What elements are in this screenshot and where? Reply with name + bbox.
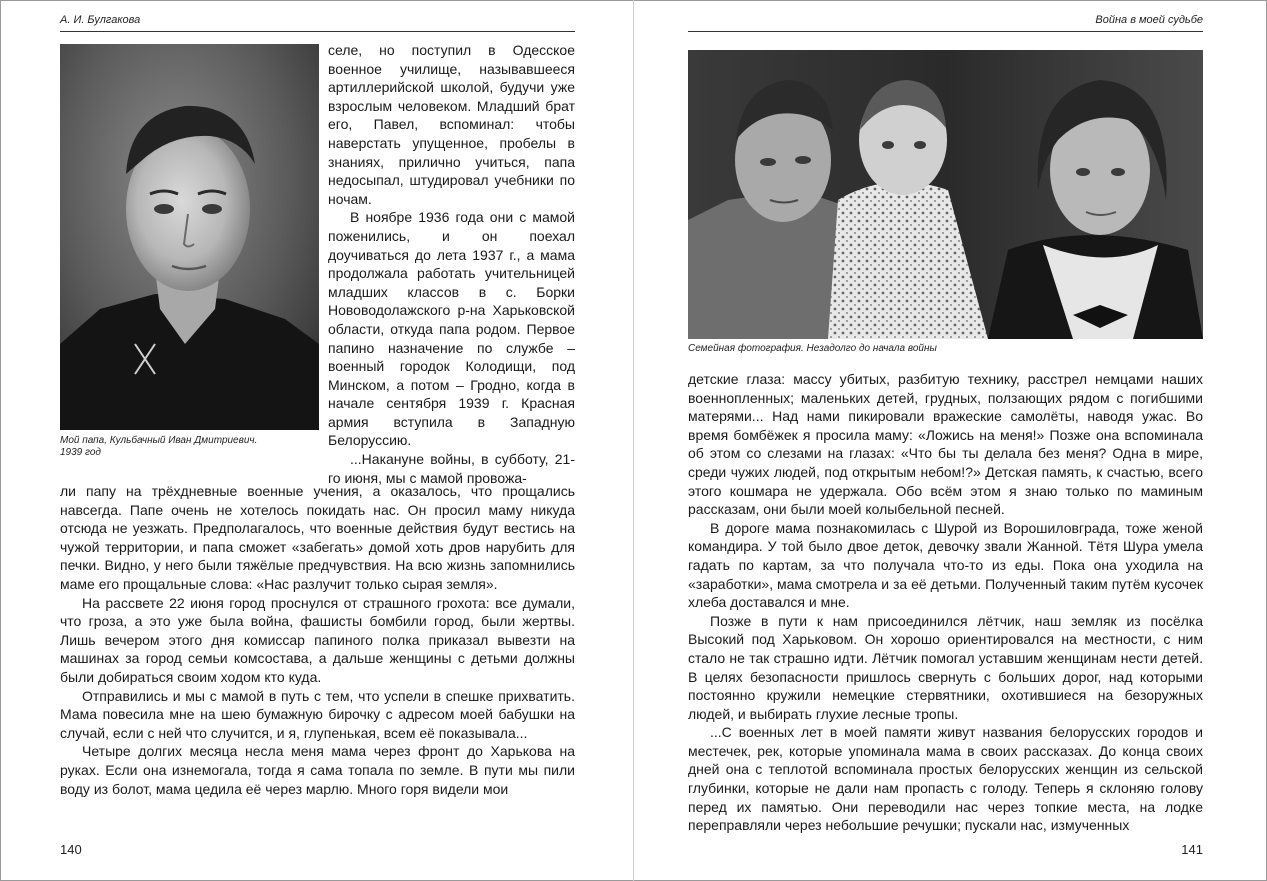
right-running-head: Война в моей судьбе (1095, 14, 1203, 26)
father-portrait-photo (60, 44, 319, 430)
paragraph: В дороге мама познакомилась с Шурой из Ворошиловграда, тоже женой командира. У той было двое деток, девочку звали Жанной. Тётя Шура умела гадать по картам, за что получала что-то из еды. Пока она уходила на «заработки», мама смотрела и за её детьми. Полученный таким путём кусочек хлеба доставался и мне. (688, 519, 1203, 611)
paragraph: селе, но поступил в Одесское военное училище, называвшееся артиллерийской школой, будучи уже взрослым человеком. Младший брат его, Павел, вспоминал: чтобы наверстать упущенное, пробелы в знаниях, прилично учиться, папа недосыпал, штудировал учебники по ночам. (328, 42, 575, 207)
book-spine (633, 0, 634, 881)
right-page-number: 141 (1181, 842, 1203, 857)
paragraph: Четыре долгих месяца несла меня мама через фронт до Харькова на руках. Если она изнемогала, тогда я сама топала по земле. В пути мы пили воду из болот, мама цедила её через марлю. Много горя видели мои (60, 743, 575, 797)
paragraph: ...С военных лет в моей памяти живут названия белорусских городов и местечек, рек, которые упоминала мама в своих рассказах. До конца своих дней она с теплотой вспоминала простых белорусских женщин из сельской глубинки, которые не дали нам пропасть с голоду. Теперь я склоняю голову перед их памятью. Они переводили нас через топкие места, на лодке переправляли через небольшие речушки; пускали нас, измученных (688, 724, 1203, 834)
paragraph: ...Накануне войны, в субботу, 21-го июня, мы с мамой провожа- (328, 451, 575, 486)
paragraph: ли папу на трёхдневные военные учения, а оказалось, что прощались навсегда. Папе очень не хотелось покидать нас. Он просил маму никуда отсюда не уезжать. Предполагалось, что военные действия будут вестись на чужой территории, и папа сможет «забегать» домой хоть дров нарубить для печки. Видно, у него были тяжёлые предчувствия. На всю жизнь запомнились маме его прощальные слова: «Нас разлучит только сырая земля». (60, 483, 575, 592)
left-full-width-text (60, 482, 575, 798)
paragraph: детские глаза: массу убитых, разбитую технику, расстрел немцами наших военнопленных; маленьких детей, грудных, ползающих рядом с погибшими матерями... Над нами пикировали вражеские самолёты, наводя ужас. Во время бомбёжек я просила маму: «Ложись на меня!» Позже она вспоминала об этом со слезами на глазах: «Что бы ты делала без меня? Одна в мире, среди чужих людей, под открытым небом!?» Детская память, к счастью, всего этого кошмара не удержала. Обо всём этом я знаю только по маминым рассказам, они были моей колыбельной песней. (688, 371, 1203, 518)
father-portrait-caption (60, 435, 319, 459)
paragraph: Позже в пути к нам присоединился лётчик, наш земляк из посёлка Высокий под Харьковом. Он хорошо ориентировался на местности, с ним стало не так страшно идти. Лётчик помогал уставшим женщинам нести детей. В целях безопасности пришлось свернуть с больших дорог, над которыми постоянно кружили немецкие стервятники, охотившиеся на безоружных людей, и выбирать глухие лесные тропы. (688, 612, 1203, 722)
family-photo (688, 50, 1203, 339)
paragraph: В ноябре 1936 года они с мамой поженились, и он поехал доучиваться до лета 1937 г., а мама продолжала работать учительницей младших классов в с. Борки Нововодолажского р-на Харьковской области, откуда папа родом. Первое папино назначение по службе – военный городок Колодищи, под Минском, а потом – Гродно, когда в начале сентября 1939 г. Красная армия вступила в Западную Белоруссию. (328, 209, 575, 449)
right-header-rule (688, 31, 1203, 32)
left-header-rule (60, 31, 575, 32)
paragraph: На рассвете 22 июня город проснулся от страшного грохота: все думали, что гроза, а это уже была война, фашисты бомбили город, были жертвы. Лишь вечером этого дня комиссар папиного полка приказал вывезти на машинах за город семьи комсостава, а дальше женщины с детьми должны были добираться своим ходом кто куда. (60, 594, 575, 685)
left-page-number: 140 (60, 842, 82, 857)
family-photo-caption: Семейная фотография. Незадолго до начала войны (688, 343, 937, 354)
left-running-head: А. И. Булгакова (60, 14, 141, 26)
right-page-text (688, 370, 1203, 835)
paragraph: Отправились и мы с мамой в путь с тем, что успели в спешке прихватить. Мама повесила мне на шею бумажную бирочку с адресом моей бабушки на случай, если с ней что случится, и я, глупенькая, всем её показывала... (60, 687, 575, 741)
left-side-column-text (328, 41, 575, 487)
caption-line: 1939 год (60, 447, 101, 458)
caption-line: Мой папа, Кульбачный Иван Дмитриевич. (60, 435, 258, 446)
